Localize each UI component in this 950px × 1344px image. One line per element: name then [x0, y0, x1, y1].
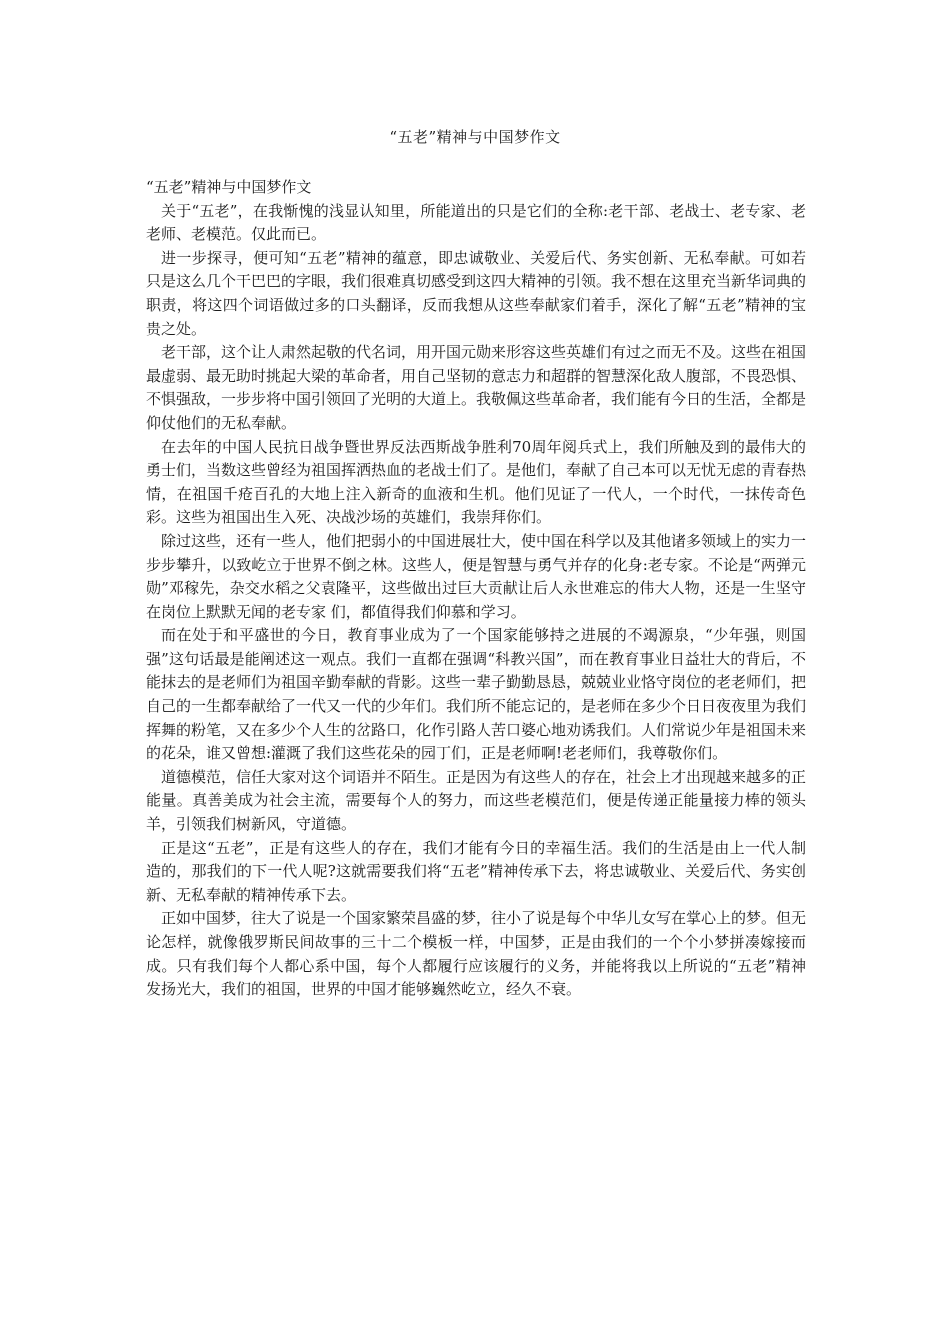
document-subtitle: “五老”精神与中国梦作文 — [146, 178, 312, 196]
paragraph: 进一步探寻，便可知“五老”精神的蕴意，即忠诚敬业、关爱后代、务实创新、无私奉献。可如若只是这么几个干巴巴的字眼，我们很难真切感受到这四大精神的引领。我不想在这里充当新华词典的职责，将这四个词语做过多的口头翻译，反而我想从这些奉献家们着手，深化了解“五老”精神的宝贵之处。 — [146, 248, 807, 338]
document-title: “五老”精神与中国梦作文 — [389, 128, 561, 146]
paragraph: 在去年的中国人民抗日战争暨世界反法西斯战争胜利70周年阅兵式上，我们所触及到的最伟大的勇士们，当数这些曾经为祖国挥洒热血的老战士们了。是他们，奉献了自己本可以无忧无虑的青春热情，在祖国千疮百孔的大地上注入新奇的血液和生机。他们见证了一代人，一个时代，一抹传奇色彩。这些为祖国出生入死、决战沙场的英雄们，我崇拜你们。 — [146, 437, 807, 527]
paragraph: 正是这“五老”，正是有这些人的存在，我们才能有今日的幸福生活。我们的生活是由上一代人制造的，那我们的下一代人呢?这就需要我们将“五老”精神传承下去，将忠诚敬业、关爱后代、务实创新、无私奉献的精神传承下去。 — [146, 838, 806, 904]
paragraph: 而在处于和平盛世的今日，教育事业成为了一个国家能够持之进展的不竭源泉，“少年强，则国强”这句话最是能阐述这一观点。我们一直都在强调“科教兴国”，而在教育事业日益壮大的背后，不能抹去的是老师们为祖国辛勤奉献的背影。这些一辈子勤勤恳恳，兢兢业业恪守岗位的老老师们，把自己的一生都奉献给了一代又一代的少年们。我们所不能忘记的，是老师在多少个日日夜夜里为我们挥舞的粉笔，又在多少个人生的岔路口，化作引路人苦口婆心地劝诱我们。人们常说少年是祖国未来的花朵，谁又曾想:灌溉了我们这些花朵的园丁们，正是老师啊!老老师们，我尊敬你们。 — [146, 626, 807, 763]
paragraph: 除过这些，还有一些人，他们把弱小的中国进展壮大，使中国在科学以及其他诸多领域上的实力一步步攀升，以致屹立于世界不倒之林。这些人，便是智慧与勇气并存的化身:老专家。不论是“两弹元勋”邓稼先，杂交水稻之父袁隆平，这些做出过巨大贡献让后人永世难忘的伟大人物，还是一生坚守在岗位上默默无闻的老专家 们，都值得我们仰慕和学习。 — [146, 531, 807, 621]
paragraph: 关于“五老”，在我惭愧的浅显认知里，所能道出的只是它们的全称:老干部、老战士、老专家、老老师、老模范。仅此而已。 — [146, 201, 806, 244]
document-body — [146, 176, 806, 1002]
paragraph: 正如中国梦，往大了说是一个国家繁荣昌盛的梦，往小了说是每个中华儿女写在掌心上的梦。但无论怎样，就像俄罗斯民间故事的三十二个模板一样，中国梦，正是由我们的一个个小梦拼凑嫁接而成。只有我们每个人都心系中国，每个人都履行应该履行的义务，并能将我以上所说的“五老”精神发扬光大，我们的祖国，世界的中国才能够巍然屹立，经久不衰。 — [146, 909, 807, 999]
paragraph: 老干部，这个让人肃然起敬的代名词，用开国元勋来形容这些英雄们有过之而无不及。这些在祖国最虚弱、最无助时挑起大梁的革命者，用自己坚韧的意志力和超群的智慧深化敌人腹部，不畏恐惧、不惧强敌，一步步将中国引领回了光明的大道上。我敬佩这些革命者，我们能有今日的生活，全都是仰仗他们的无私奉献。 — [146, 343, 807, 432]
paragraph: 道德模范，信任大家对这个词语并不陌生。正是因为有这些人的存在，社会上才出现越来越多的正能量。真善美成为社会主流，需要每个人的努力，而这些老模范们，便是传递正能量接力棒的领头羊，引领我们树新风，守道德。 — [146, 767, 807, 834]
